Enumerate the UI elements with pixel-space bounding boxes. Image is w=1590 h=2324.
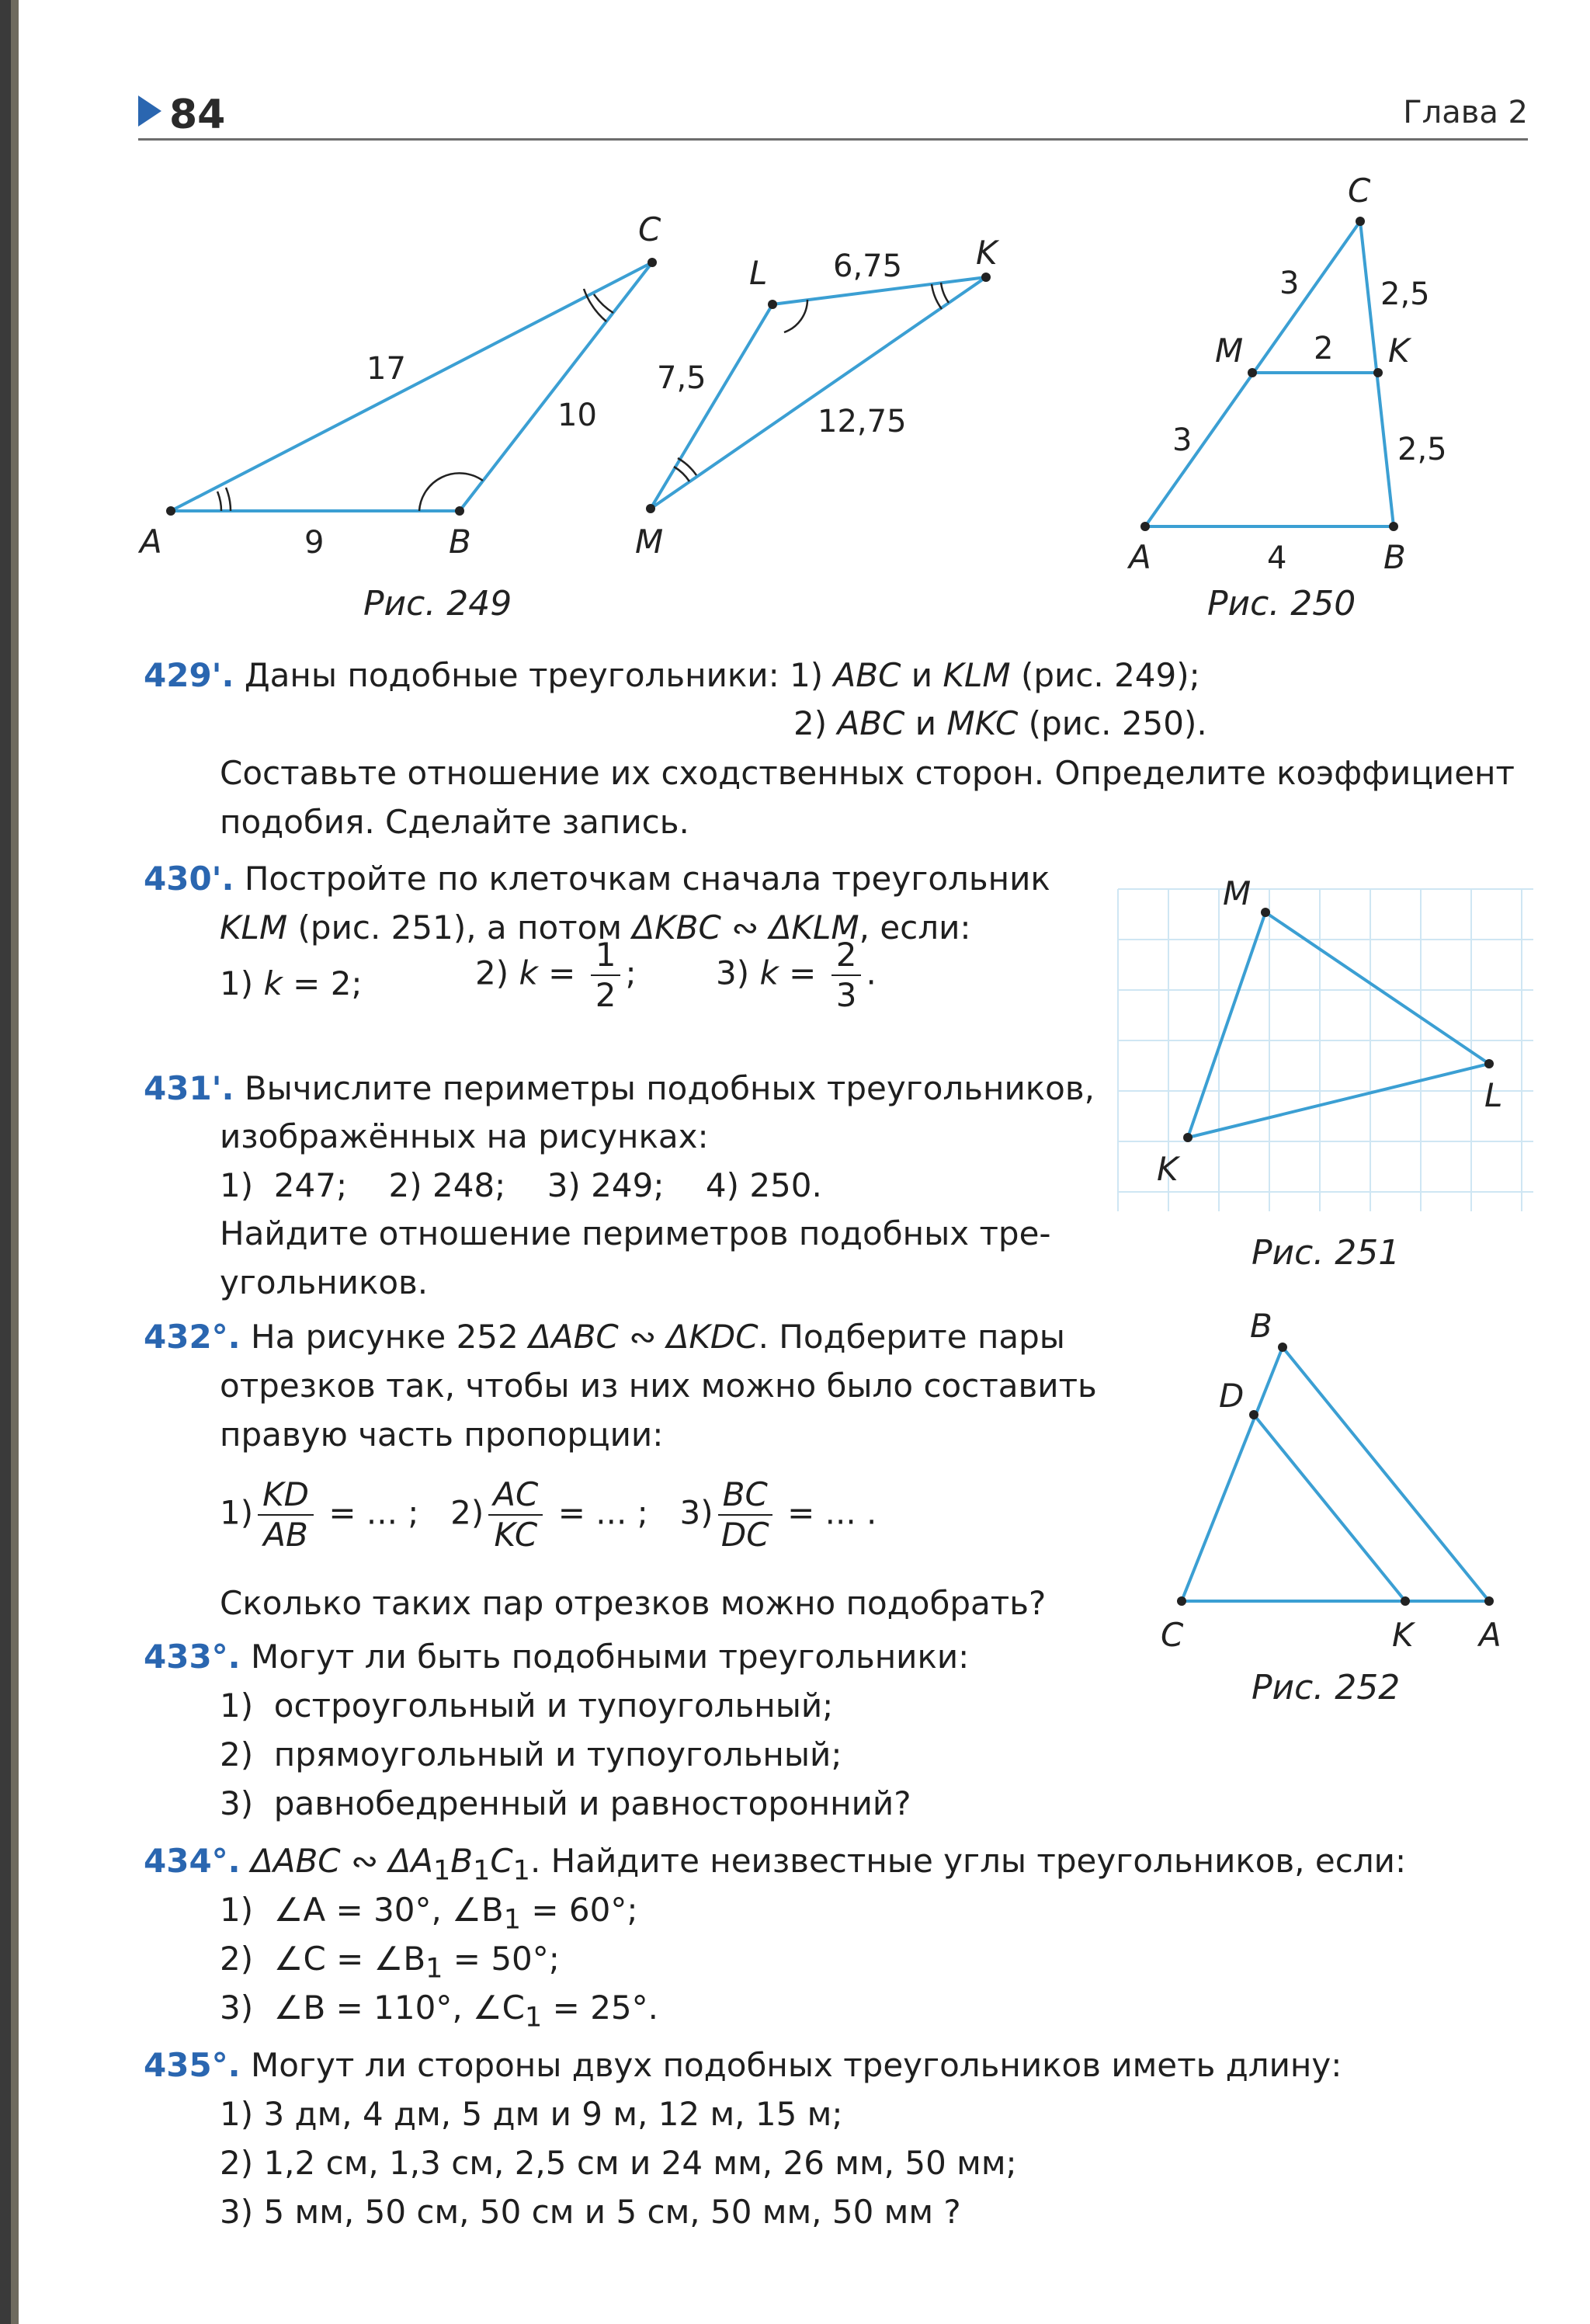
text-span: Могут ли стороны двух подобных треугольников иметь длину: bbox=[240, 2046, 1342, 2084]
fig250-side-ab: 4 bbox=[1267, 540, 1287, 576]
text-span: Вычислите периметры подобных треугольников, bbox=[234, 1069, 1095, 1107]
text-span: B bbox=[450, 1842, 474, 1880]
problem-435-line1 bbox=[144, 2041, 1342, 2090]
fig250-label-a: A bbox=[1129, 538, 1151, 576]
problem-429-line1 bbox=[144, 651, 1200, 700]
text-span: AC bbox=[488, 1475, 543, 1516]
text-span: ; bbox=[625, 954, 637, 992]
text-span: . bbox=[866, 954, 877, 992]
fig251-label-m: M bbox=[1223, 874, 1252, 912]
fig249-side-lm: 7,5 bbox=[657, 360, 706, 396]
fig249-triangle-abc bbox=[137, 210, 664, 561]
problem-430-line1 bbox=[144, 854, 1050, 903]
fig249-label-a: A bbox=[140, 523, 162, 561]
text-span: k bbox=[759, 954, 779, 992]
text-span: 1) bbox=[220, 964, 264, 1002]
text-span: = 50°; bbox=[443, 1940, 560, 1978]
text-span: , если: bbox=[859, 908, 971, 947]
problem-429-line4: подобия. Сделайте запись. bbox=[220, 803, 689, 841]
text-span: = 60°; bbox=[520, 1891, 638, 1929]
fig252-label-d: D bbox=[1219, 1377, 1245, 1415]
fig249-side-ab: 9 bbox=[304, 525, 325, 561]
text-span: 3 bbox=[835, 976, 857, 1014]
fraction-bc-dc bbox=[718, 1475, 772, 1555]
text-span: ∾ bbox=[618, 1318, 667, 1356]
text-span: (рис. 250). bbox=[1018, 704, 1207, 742]
problem-431-line4: Найдите отношение периметров подобных тре- bbox=[220, 1214, 1051, 1252]
fig249-side-mk: 12,75 bbox=[818, 404, 907, 439]
fig251-label-l: L bbox=[1484, 1076, 1503, 1114]
problem-433-number: 433°. bbox=[144, 1638, 241, 1676]
text-span: 3) bbox=[716, 954, 760, 992]
fig250-side-cm: 3 bbox=[1279, 266, 1300, 301]
fig250-label-c: C bbox=[1348, 172, 1371, 210]
fig252-triangle bbox=[1161, 1307, 1501, 1654]
text-span: и bbox=[904, 704, 947, 742]
text-span: MKC bbox=[946, 704, 1019, 742]
fig251-label-k: K bbox=[1157, 1150, 1179, 1188]
text-span: (рис. 251), а потом bbox=[287, 908, 633, 947]
fig250-label-k: K bbox=[1388, 332, 1410, 370]
text-span: ∾ bbox=[720, 908, 769, 947]
fig250-side-mk: 2 bbox=[1314, 331, 1334, 366]
fig251-caption: Рис. 251 bbox=[1252, 1233, 1401, 1273]
text-span: 2) ∠C = ∠B bbox=[220, 1940, 426, 1978]
text-span: = bbox=[537, 954, 586, 992]
problem-431-line3: 1) 247; 2) 248; 3) 249; 4) 250. bbox=[220, 1166, 822, 1204]
problem-431-line2: изображённых на рисунках: bbox=[220, 1117, 709, 1155]
problem-432-line2: отрезков так, чтобы из них можно было составить bbox=[220, 1367, 1097, 1405]
fig249-caption: Рис. 249 bbox=[363, 584, 512, 624]
text-span: 3) ∠B = 110°, ∠C bbox=[220, 1989, 526, 2027]
text-span: ABC bbox=[833, 656, 901, 694]
text-span: 2 bbox=[595, 976, 616, 1014]
text-span: 2 bbox=[831, 936, 862, 976]
problem-432-fractions bbox=[220, 1475, 877, 1555]
problem-431-line1 bbox=[144, 1064, 1095, 1113]
problem-432-number: 432°. bbox=[144, 1318, 241, 1356]
text-span: DC bbox=[720, 1516, 769, 1554]
chapter-title: Глава 2 bbox=[1403, 95, 1528, 130]
fig249-label-k: K bbox=[976, 234, 998, 272]
fig250-label-b: B bbox=[1383, 538, 1406, 576]
problem-429-line2 bbox=[793, 699, 1207, 748]
fig249-label-b: B bbox=[449, 523, 471, 561]
fig249-side-lk: 6,75 bbox=[833, 248, 903, 284]
problem-431-line5: угольников. bbox=[220, 1263, 429, 1301]
text-span: . Подберите пары bbox=[758, 1318, 1065, 1356]
text-span: = 2; bbox=[282, 964, 363, 1002]
text-span: = ... ; bbox=[318, 1493, 419, 1532]
text-span: Постройте по клеточкам сначала треугольник bbox=[234, 860, 1050, 898]
problem-429-number: 429'. bbox=[144, 656, 234, 694]
text-span: = bbox=[778, 954, 827, 992]
text-span: . Найдите неизвестные углы треугольников, если: bbox=[529, 1842, 1407, 1880]
fraction-ac-kc bbox=[488, 1475, 543, 1555]
text-span: = ... . bbox=[776, 1493, 877, 1532]
fig252-label-k: K bbox=[1392, 1616, 1414, 1654]
problem-434-number: 434°. bbox=[144, 1842, 241, 1880]
fig249-label-l: L bbox=[749, 254, 768, 292]
text-span: k bbox=[519, 954, 538, 992]
problem-435-item1: 1) 3 дм, 4 дм, 5 дм и 9 м, 12 м, 15 м; bbox=[220, 2095, 843, 2133]
text-span: AB bbox=[263, 1516, 308, 1554]
problem-435-item2: 2) 1,2 см, 1,3 см, 2,5 см и 24 мм, 26 мм, 50 мм; bbox=[220, 2144, 1017, 2182]
fig250-side-kb: 2,5 bbox=[1397, 432, 1447, 467]
fig249-label-m: M bbox=[635, 523, 664, 561]
fraction-one-half bbox=[591, 936, 621, 1015]
text-span: 1 bbox=[503, 1904, 521, 1936]
fraction-kd-ab bbox=[258, 1475, 314, 1555]
fig250-caption: Рис. 250 bbox=[1207, 584, 1356, 624]
fig249-side-ac: 17 bbox=[366, 351, 406, 387]
text-span: KLM bbox=[943, 656, 1011, 694]
problem-434-item3 bbox=[220, 1983, 658, 2042]
problem-430-option2 bbox=[475, 936, 637, 1015]
problem-432-line3: правую часть пропорции: bbox=[220, 1416, 664, 1454]
fig250-side-am: 3 bbox=[1172, 422, 1192, 458]
fig249-label-c: C bbox=[638, 210, 661, 248]
fig250-label-m: M bbox=[1215, 332, 1244, 370]
fig249-side-bc: 10 bbox=[557, 398, 597, 433]
text-span: ABC bbox=[837, 704, 905, 742]
text-span: 1) bbox=[220, 1493, 254, 1532]
problem-432-question: Сколько таких пар отрезков можно подобрать? bbox=[220, 1584, 1047, 1622]
text-span: 1 bbox=[473, 1855, 491, 1887]
text-span: 2) bbox=[475, 954, 519, 992]
text-span: 1 bbox=[432, 1855, 451, 1887]
fraction-two-thirds bbox=[831, 936, 862, 1015]
text-span: 1 bbox=[525, 2002, 543, 2034]
problem-435-item3: 3) 5 мм, 50 см, 50 см и 5 см, 50 мм, 50 мм ? bbox=[220, 2193, 961, 2231]
problem-433-line1 bbox=[144, 1632, 969, 1681]
text-span: = ... ; bbox=[547, 1493, 648, 1532]
text-span: 2) bbox=[450, 1493, 484, 1532]
text-span: 3) bbox=[679, 1493, 713, 1532]
text-span: ΔKLM bbox=[769, 908, 859, 947]
text-span: KLM bbox=[220, 908, 288, 947]
text-span: k bbox=[263, 964, 283, 1002]
text-span: Даны подобные треугольники: 1) bbox=[234, 656, 834, 694]
text-span: KD bbox=[258, 1475, 314, 1516]
fig249-triangle-klm bbox=[635, 234, 1000, 561]
text-span: Могут ли быть подобными треугольники: bbox=[240, 1638, 970, 1676]
fig250-side-ck: 2,5 bbox=[1380, 276, 1430, 312]
text-span: 1 bbox=[512, 1855, 530, 1887]
text-span: ΔABC bbox=[529, 1318, 619, 1356]
text-span: ΔKBC bbox=[632, 908, 721, 947]
problem-429-line3: Составьте отношение их сходственных сторон. Определите коэффициент bbox=[220, 754, 1515, 792]
problem-433-item3: 3) равнобедренный и равносторонний? bbox=[220, 1784, 911, 1822]
text-span: 1 bbox=[425, 1953, 443, 1985]
text-span: ΔKDC bbox=[666, 1318, 759, 1356]
fig252-label-a: A bbox=[1479, 1616, 1501, 1654]
problem-435-number: 435°. bbox=[144, 2046, 241, 2084]
text-span: и bbox=[901, 656, 943, 694]
fig252-caption: Рис. 252 bbox=[1252, 1668, 1401, 1707]
text-span: KC bbox=[494, 1516, 538, 1554]
text-span: 1 bbox=[591, 936, 621, 976]
problem-430-option3 bbox=[716, 936, 877, 1015]
problem-431-number: 431'. bbox=[144, 1069, 234, 1107]
text-span: 2) bbox=[793, 704, 838, 742]
problem-430-option1 bbox=[220, 959, 363, 1008]
text-span: ΔABC ∾ ΔA bbox=[240, 1842, 433, 1880]
problem-433-item1: 1) остроугольный и тупоугольный; bbox=[220, 1687, 834, 1725]
fig252-label-c: C bbox=[1161, 1616, 1184, 1654]
text-span: 1) ∠A = 30°, ∠B bbox=[220, 1891, 504, 1929]
problem-432-line1 bbox=[144, 1312, 1065, 1361]
problem-430-number: 430'. bbox=[144, 860, 234, 898]
text-span: = 25°. bbox=[542, 1989, 658, 2027]
problem-433-item2: 2) прямоугольный и тупоугольный; bbox=[220, 1735, 842, 1773]
text-span: C bbox=[490, 1842, 513, 1880]
text-span: (рис. 249); bbox=[1010, 656, 1200, 694]
fig252-label-b: B bbox=[1250, 1307, 1272, 1345]
text-span: На рисунке 252 bbox=[240, 1318, 529, 1356]
page-number-text: 84 bbox=[169, 92, 226, 138]
text-span: BC bbox=[718, 1475, 772, 1516]
fig250-triangle bbox=[1127, 172, 1447, 576]
